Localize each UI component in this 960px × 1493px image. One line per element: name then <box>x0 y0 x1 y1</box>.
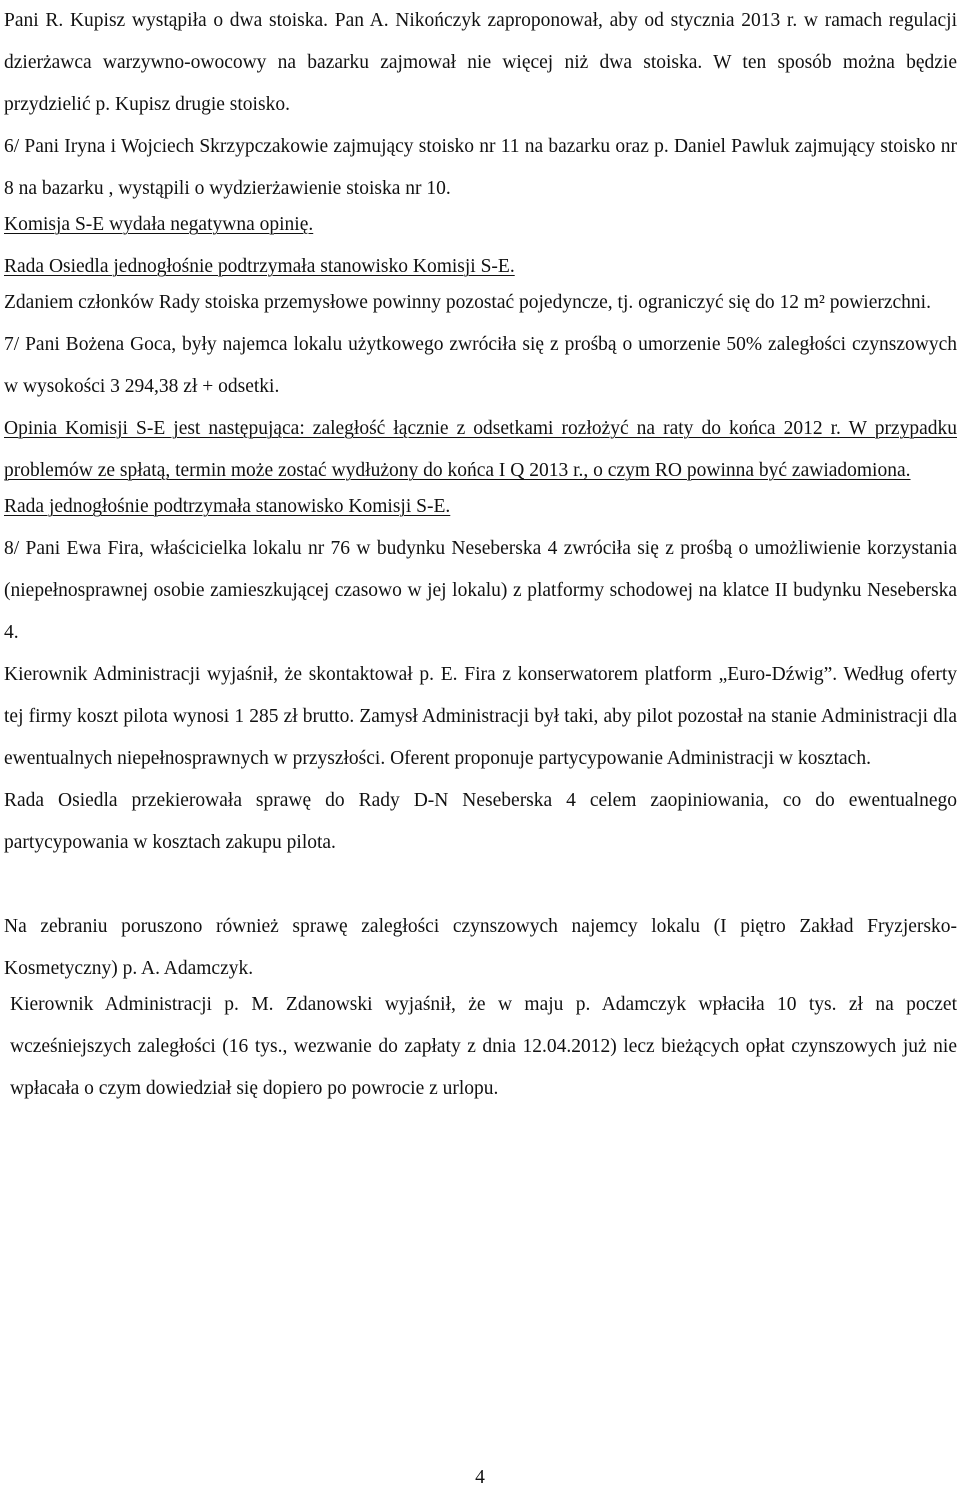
paragraph-rada-decyzja-7: Rada jednogłośnie podtrzymała stanowisko Komisji S-E. <box>4 496 451 517</box>
paragraph-zaleglosci-adamczyk: Na zebraniu poruszono również sprawę zaległości czynszowych najemcy lokalu (I piętro Zakład Fryzjersko-Kosmetyczny) p. A. Adamczyk. <box>4 916 957 979</box>
paragraph-rada-przekierowanie: Rada Osiedla przekierowała sprawę do Rady D-N Neseberska 4 celem zaopiniowania, co do ewentualnego partycypowania w kosztach zakupu pilota. <box>4 790 957 853</box>
paragraph-item-6-skrzypczakowie: 6/ Pani Iryna i Wojciech Skrzypczakowie zajmujący stoisko nr 11 na bazarku oraz p. Daniel Pawluk zajmujący stoisko nr 8 na bazarku , wystąpili o wydzierżawienie stoiska nr 10. <box>4 136 957 199</box>
paragraph-zdanowski-wyjasnienie: Kierownik Administracji p. M. Zdanowski wyjaśnił, że w maju p. Adamczyk wpłaciła 10 tys. zł na poczet wcześniejszych zaległości (16 tys., wezwanie do zapłaty z dnia 12.04.2012) lecz bieżących opłat czynszowych już nie wpłacała o czym dowiedział się dopiero po powrocie z urlopu. <box>10 994 957 1099</box>
paragraph-item-8-fira: 8/ Pani Ewa Fira, właścicielka lokalu nr 76 w budynku Neseberska 4 zwróciła się z prośbą o umożliwienie korzystania (niepełnosprawnej osobie zamieszkującej czasowo w jej lokalu) z platformy schodowej na klatce II budynku Neseberska 4. <box>4 538 957 643</box>
paragraph-komisja-opinia-6: Komisja S-E wydała negatywna opinię. <box>4 214 314 235</box>
paragraph-item-7-goca: 7/ Pani Bożena Goca, były najemca lokalu użytkowego zwróciła się z prośbą o umorzenie 50% zaległości czynszowych w wysokości 3 294,38 zł + odsetki. <box>4 334 957 397</box>
paragraph-kupisz-stoiska: Pani R. Kupisz wystąpiła o dwa stoiska. Pan A. Nikończyk zaproponował, aby od stycznia 2013 r. w ramach regulacji dzierżawca warzywno-owocowy na bazarku zajmował nie więcej niż dwa stoiska. W ten sposób można będzie przydzielić p. Kupisz drugie stoisko. <box>4 10 957 115</box>
paragraph-komisja-opinia-7: Opinia Komisji S-E jest następująca: zaległość łącznie z odsetkami rozłożyć na raty do końca 2012 r. W przypadku problemów ze spłatą, termin może zostać wydłużony do końca I Q 2013 r., o czym RO powinna być zawiadomiona. <box>4 418 957 481</box>
document-page <box>4 0 957 1110</box>
page-number: 4 <box>475 1467 485 1488</box>
paragraph-rada-decyzja-6: Rada Osiedla jednogłośnie podtrzymała stanowisko Komisji S-E. <box>4 256 515 277</box>
paragraph-zdaniem-czlonkow: Zdaniem członków Rady stoiska przemysłowe powinny pozostać pojedyncze, tj. ograniczyć się do 12 m² powierzchni. <box>4 292 931 313</box>
paragraph-kierownik-wyjasnienie: Kierownik Administracji wyjaśnił, że skontaktował p. E. Fira z konserwatorem platform „Euro-Dźwig”. Według oferty tej firmy koszt pilota wynosi 1 285 zł brutto. Zamysł Administracji był taki, aby pilot pozostał na stanie Administracji dla ewentualnych niepełnosprawnych w przyszłości. Oferent proponuje partycypowanie Administracji w kosztach. <box>4 664 957 769</box>
